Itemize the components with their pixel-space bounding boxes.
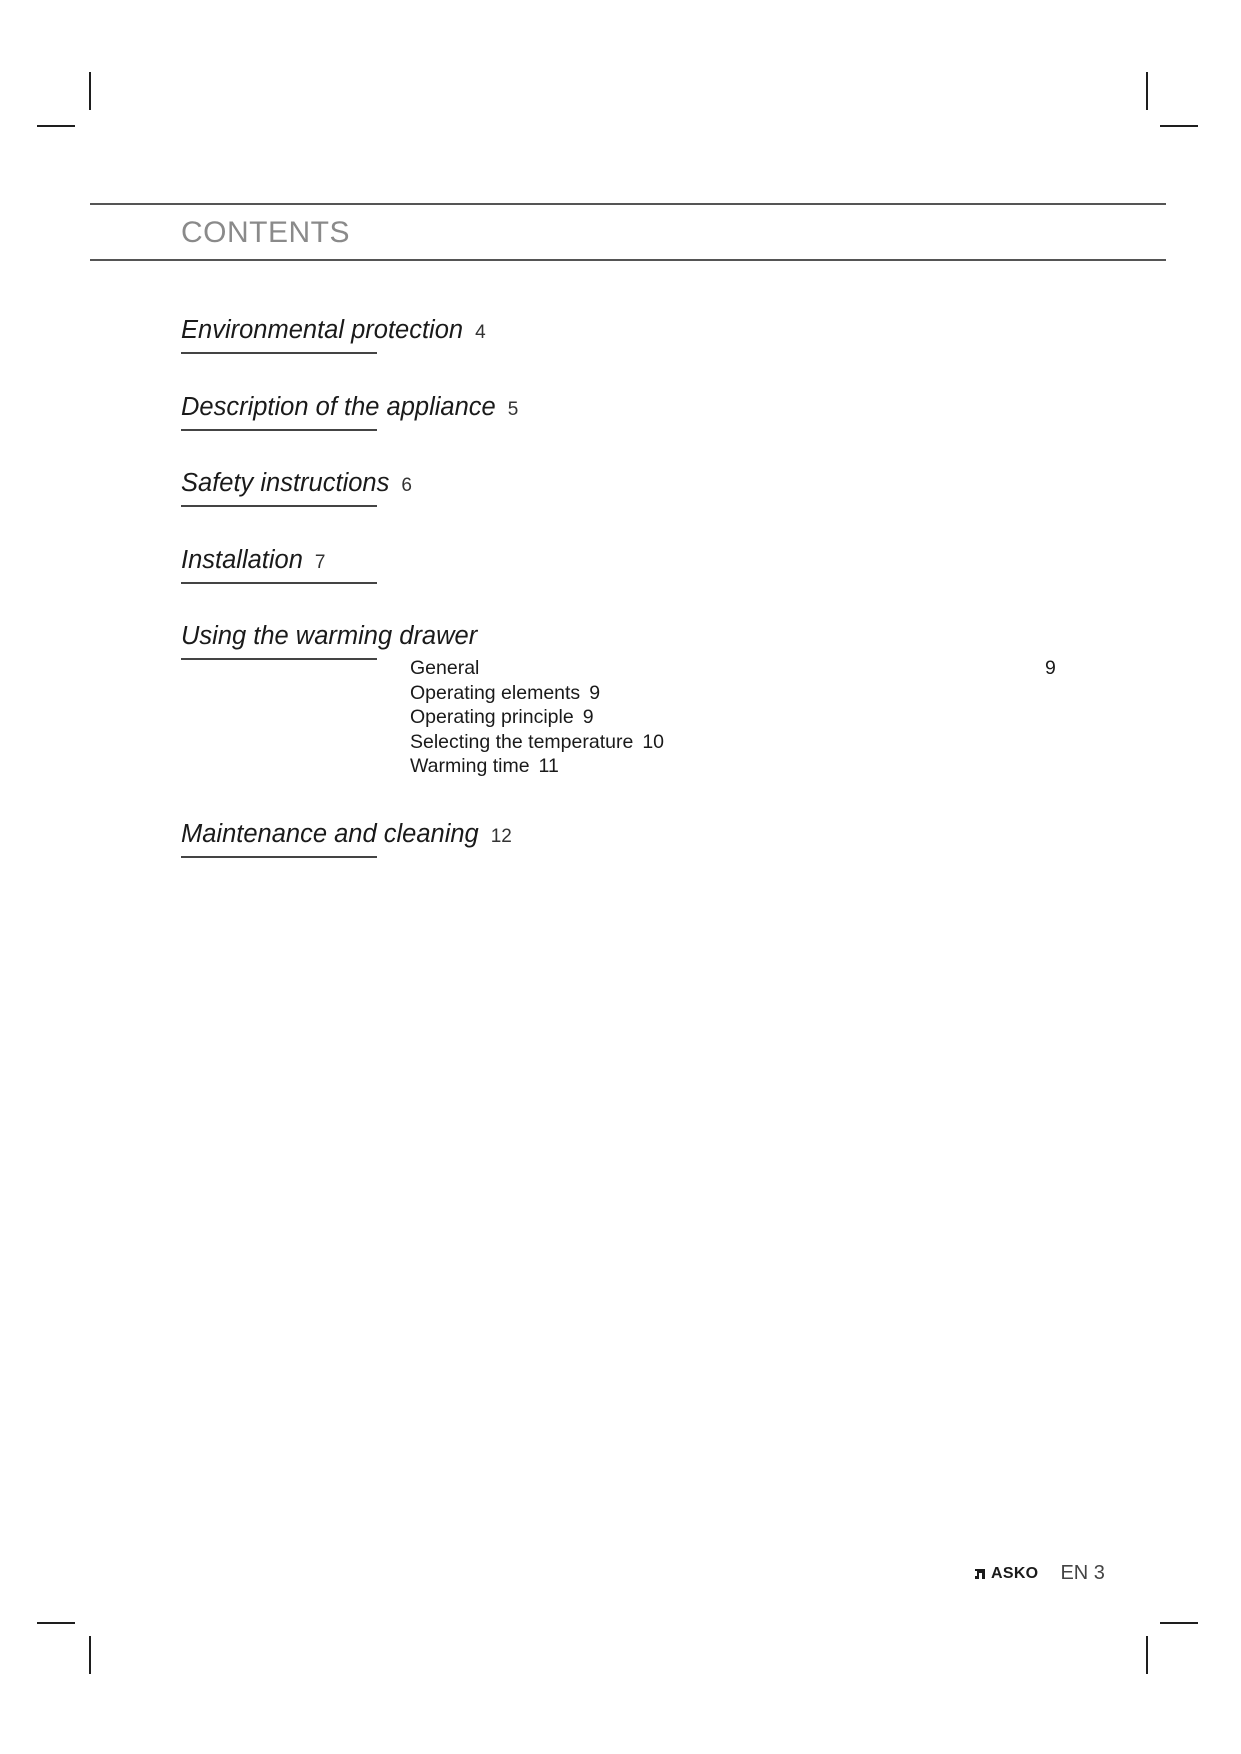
crop-mark [89, 1636, 91, 1674]
toc-entry[interactable] [181, 316, 486, 354]
heading-underline [181, 352, 377, 354]
asko-logo-icon [974, 1567, 988, 1580]
toc-heading: Installation [181, 546, 303, 574]
toc-subitem[interactable] [410, 656, 664, 681]
toc-subitem[interactable] [410, 730, 664, 755]
toc-subitem-page: 9 [582, 706, 594, 728]
toc-page-number: 5 [507, 399, 519, 420]
header-rule-bottom [90, 259, 1166, 261]
toc-heading: Description of the appliance [181, 393, 496, 421]
toc-entry[interactable] [181, 469, 412, 507]
toc-page-number: 6 [401, 475, 412, 496]
crop-mark [1146, 72, 1148, 110]
crop-mark [1146, 1636, 1148, 1674]
header-rule-top [90, 203, 1166, 205]
toc-subitem-label: Operating elements [410, 681, 581, 704]
toc-heading: Maintenance and cleaning [181, 820, 479, 848]
toc-heading: Safety instructions [181, 469, 390, 497]
page-number: EN 3 [1060, 1562, 1105, 1584]
heading-underline [181, 429, 377, 431]
crop-mark [1160, 125, 1198, 127]
toc-subitem-label: General [410, 657, 480, 679]
toc-heading: Environmental protection [181, 316, 464, 344]
toc-entry[interactable] [181, 393, 518, 431]
toc-heading: Using the warming drawer [181, 622, 478, 650]
heading-underline [181, 658, 377, 660]
crop-mark [89, 72, 91, 110]
toc-page-number: 12 [490, 826, 512, 847]
toc-subitem[interactable] [410, 681, 664, 706]
toc-subitems [410, 656, 664, 779]
brand-name: ASKO [991, 1564, 1039, 1582]
toc-subitem-label: Warming time [410, 755, 530, 777]
toc-subitem[interactable] [410, 705, 664, 730]
toc-subitem[interactable] [410, 754, 664, 779]
toc-entry[interactable] [181, 622, 477, 660]
toc-subitem-page: 11 [538, 755, 559, 777]
toc-entry[interactable] [181, 546, 377, 584]
toc-entry[interactable] [181, 820, 512, 858]
brand-logo [974, 1565, 1038, 1583]
toc-subitem-page: 10 [642, 730, 665, 753]
crop-mark [37, 125, 75, 127]
toc-subitem-page: 9 [589, 681, 601, 704]
toc-page-number: 4 [475, 322, 486, 343]
heading-underline [181, 582, 377, 584]
toc-subitem-label: Selecting the temperature [410, 730, 634, 753]
heading-underline [181, 856, 377, 858]
crop-mark [1160, 1622, 1198, 1624]
heading-underline [181, 505, 377, 507]
page-footer [974, 1562, 1105, 1585]
page-title: CONTENTS [181, 216, 350, 249]
toc-subitem-page: 9 [1045, 657, 1056, 679]
crop-mark [37, 1622, 75, 1624]
toc-subitem-label: Operating principle [410, 706, 574, 728]
toc-page-number: 7 [314, 552, 326, 573]
